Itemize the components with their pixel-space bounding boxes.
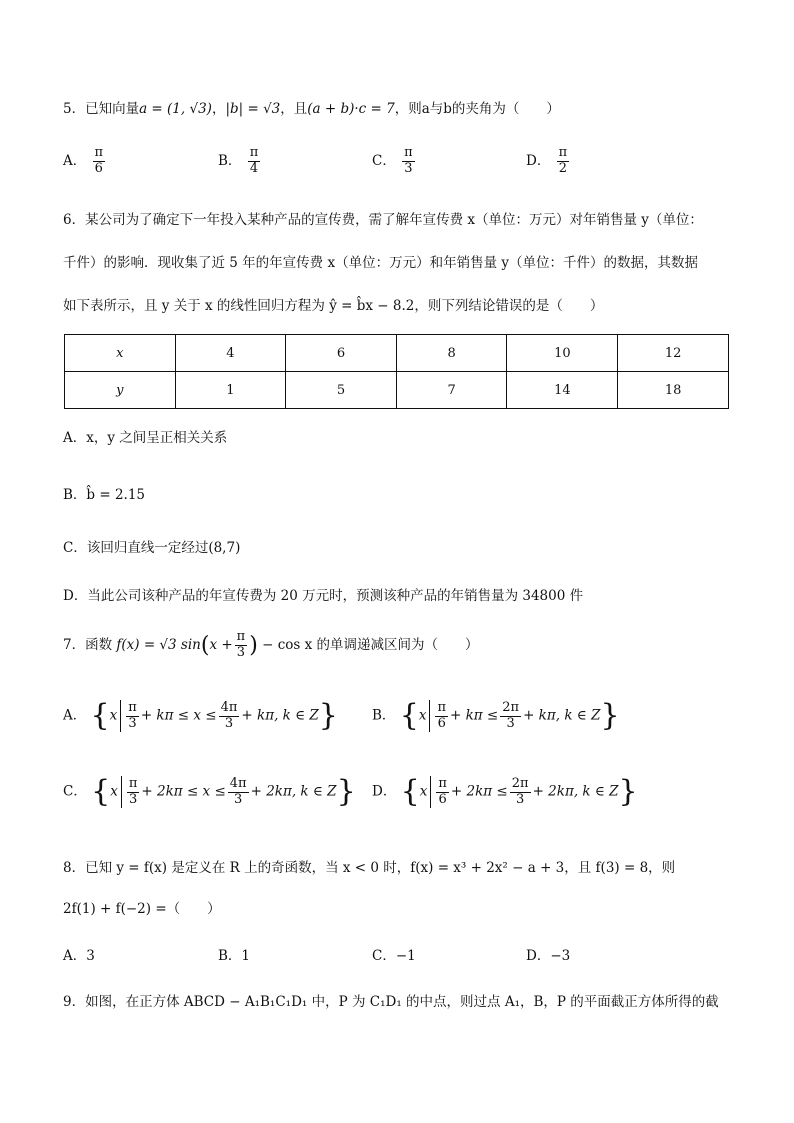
left-paren: (: [200, 632, 210, 658]
table-cell: 7: [396, 372, 507, 409]
table-cell: 1: [175, 372, 286, 409]
q5-condition: (a + b)·c = 7: [307, 101, 395, 117]
frac-numerator: 2π: [502, 699, 520, 715]
set-variable: x: [419, 783, 428, 800]
frac-denominator: 3: [234, 791, 243, 807]
q5-option-c-label: C．: [372, 152, 396, 169]
q7-pi-over-3: [235, 630, 248, 661]
q5-option-a-fraction: [93, 146, 106, 177]
set-variable: x: [110, 783, 118, 800]
q7-stem-suffix: − cos x 的单调递减区间为（ ）: [262, 636, 479, 653]
q5-option-b-label: B．: [218, 152, 242, 169]
frac: [228, 777, 249, 808]
q8-option-c[interactable]: C．−1: [372, 948, 416, 964]
q5-stem-suffix: ，则a与b的夹角为（ ）: [394, 101, 560, 117]
frac-denominator: 3: [128, 715, 137, 731]
table-cell: 18: [618, 372, 729, 409]
q7-option-a-end: + kπ, k ∈ Z: [241, 707, 319, 724]
set-variable: x: [109, 707, 118, 724]
q8-stem-line-1: 8．已知 y = f(x) 是定义在 R 上的奇函数，当 x < 0 时，f(x) = x³ + 2x² − a + 3，且 f(3) = 8，则: [63, 860, 676, 876]
q7-argument: x +: [209, 636, 233, 653]
q6-data-table: [64, 334, 729, 409]
q5-sep: ，: [211, 101, 226, 117]
table-cell: 4: [175, 335, 286, 372]
q8-option-d[interactable]: D．−3: [526, 948, 571, 964]
frac-denominator: 3: [224, 715, 234, 731]
frac-numerator: π: [437, 699, 446, 715]
right-paren: ): [249, 632, 258, 658]
q7-option-a-mid: + kπ ≤ x ≤: [140, 707, 217, 724]
table-cell: 8: [396, 335, 507, 372]
q7-option-d[interactable]: [372, 776, 638, 808]
table-cell: 10: [507, 335, 618, 372]
set-bar: [121, 776, 122, 808]
set-bar: [429, 700, 430, 732]
frac-denominator: 3: [506, 715, 515, 731]
q5-vector-a: a = (1, √3): [139, 101, 212, 117]
q7-option-d-end: + 2kπ, k ∈ Z: [532, 783, 619, 800]
q7-option-b-mid: + kπ ≤: [449, 707, 499, 724]
frac-denominator: 3: [128, 791, 138, 807]
table-cell: 5: [286, 372, 397, 409]
q7-stem: [63, 630, 479, 661]
q8-option-a[interactable]: A．3: [63, 948, 95, 964]
frac-numerator: 4π: [229, 775, 247, 791]
q7-option-c-label: C．: [63, 783, 87, 800]
frac: [436, 777, 449, 808]
q5-option-d-label: D．: [526, 152, 551, 169]
frac-denominator: 3: [236, 644, 246, 660]
frac-denominator: 6: [94, 160, 103, 176]
q5-option-a[interactable]: [63, 146, 107, 177]
q5-option-c[interactable]: [372, 146, 417, 177]
frac-denominator: 3: [404, 160, 413, 176]
right-brace: }: [336, 774, 356, 809]
q6-option-a[interactable]: A．x，y 之间呈正相关关系: [63, 430, 228, 446]
frac-numerator: π: [558, 145, 568, 160]
q7-option-d-mid: + 2kπ ≤: [450, 783, 508, 800]
right-brace: }: [600, 698, 620, 733]
left-brace: {: [400, 774, 420, 809]
q7-function: f(x) = √3 sin: [116, 636, 201, 653]
q5-option-b-fraction: [248, 146, 261, 177]
q6-option-b[interactable]: B．b̂ = 2.15: [63, 487, 146, 503]
q5-option-d-fraction: [557, 146, 570, 177]
frac: [500, 701, 521, 732]
frac-denominator: 2: [558, 160, 568, 176]
q6-option-d[interactable]: D．当此公司该种产品的年宣传费为 20 万元时，预测该种产品的年销售量为 34800 件: [63, 588, 584, 604]
q7-option-b-end: + kπ, k ∈ Z: [523, 707, 601, 724]
q5-option-d[interactable]: [526, 146, 571, 177]
q6-stem-line-2: 千件）的影响．现收集了近 5 年的年宣传费 x（单位：万元）和年销售量 y（单位：千件）的数据，其数据: [63, 255, 698, 271]
frac: [127, 777, 140, 808]
table-cell: 14: [507, 372, 618, 409]
left-brace: {: [399, 698, 419, 733]
table-row-x: [65, 335, 729, 372]
q6-stem-line-3: 如下表所示，且 y 关于 x 的线性回归方程为 ŷ = b̂x − 8.2，则下列结论错误的是（ ）: [63, 298, 604, 314]
q5-option-a-label: A．: [63, 152, 87, 169]
table-cell: 6: [286, 335, 397, 372]
q7-option-c-end: + 2kπ, k ∈ Z: [250, 783, 337, 800]
frac-numerator: π: [236, 629, 246, 644]
frac-numerator: π: [128, 775, 138, 791]
frac-denominator: 3: [516, 791, 525, 807]
q7-option-a-label: A．: [63, 707, 87, 724]
frac-denominator: 6: [437, 715, 446, 731]
table-cell: 12: [618, 335, 729, 372]
right-brace: }: [618, 774, 638, 809]
q7-option-b[interactable]: [372, 700, 620, 732]
q5-stem: [63, 97, 560, 117]
frac-numerator: π: [404, 145, 413, 160]
frac-denominator: 4: [249, 160, 259, 176]
frac-denominator: 6: [438, 791, 447, 807]
q5-option-b[interactable]: [218, 146, 262, 177]
left-brace: {: [90, 698, 110, 733]
q7-stem-prefix: 7．函数: [63, 636, 113, 653]
set-bar: [430, 776, 431, 808]
q5-option-c-fraction: [402, 146, 415, 177]
q7-option-a[interactable]: [63, 700, 338, 732]
q8-stem-line-2: 2f(1) + f(−2) =（ ）: [63, 901, 221, 917]
q7-option-b-label: B．: [372, 707, 396, 724]
q6-stem-line-1: 6．某公司为了确定下一年投入某种产品的宣传费，需了解年宣传费 x（单位：万元）对年销售量 y（单位：: [63, 212, 703, 228]
q9-stem-line-1: 9．如图，在正方体 ABCD − A₁B₁C₁D₁ 中，P 为 C₁D₁ 的中点，则过点 A₁，B，P 的平面截正方体所得的截: [63, 994, 719, 1010]
frac-numerator: π: [128, 699, 137, 715]
q7-option-c[interactable]: [63, 776, 356, 808]
table-cell-x-label: x: [65, 335, 176, 372]
frac-numerator: π: [249, 145, 259, 160]
frac-numerator: π: [438, 775, 447, 791]
table-row-y: [65, 372, 729, 409]
q5-vector-b-norm: |b| = √3: [225, 101, 281, 117]
q7-option-d-label: D．: [372, 783, 397, 800]
frac: [510, 777, 531, 808]
set-bar: [120, 700, 121, 732]
frac-numerator: 4π: [220, 699, 238, 715]
q5-mid-text: ，且: [280, 101, 308, 117]
q8-option-b[interactable]: B．1: [218, 948, 251, 964]
frac-numerator: π: [94, 145, 104, 160]
frac: [219, 701, 240, 732]
frac: [435, 701, 448, 732]
frac: [126, 701, 139, 732]
frac-numerator: 2π: [511, 775, 529, 791]
table-cell-y-label: y: [65, 372, 176, 409]
right-brace: }: [318, 698, 338, 733]
q6-option-c[interactable]: C．该回归直线一定经过(8,7): [63, 540, 241, 556]
q5-stem-prefix: 5．已知向量: [63, 101, 140, 117]
q7-option-c-mid: + 2kπ ≤ x ≤: [141, 783, 226, 800]
left-brace: {: [91, 774, 111, 809]
set-variable: x: [418, 707, 427, 724]
